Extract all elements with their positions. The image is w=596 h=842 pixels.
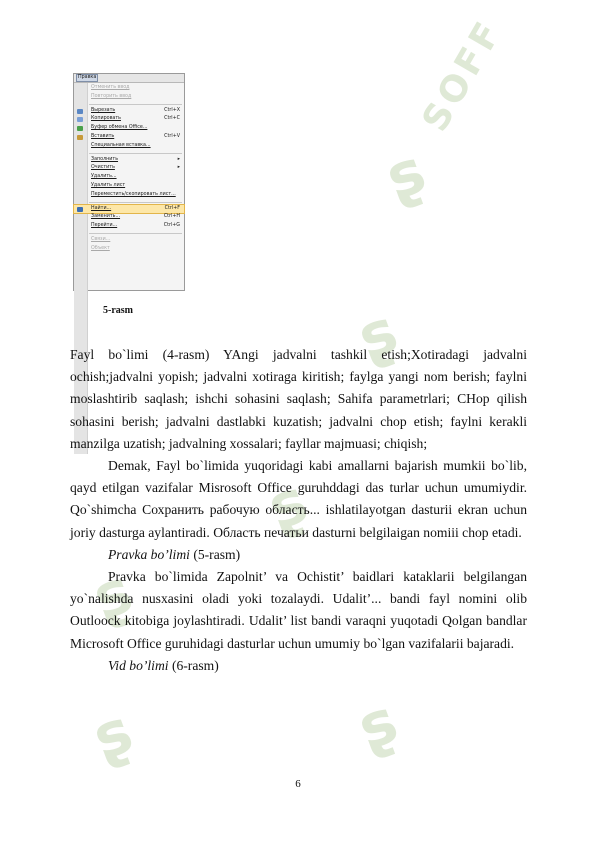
section-heading-title: Vid bo’limi: [108, 657, 169, 673]
watermark-logo-mark: ʂ: [377, 136, 435, 214]
menu-item-label: Вставить: [91, 133, 115, 139]
menu-item-label: Переместить/скопировать лист...: [91, 191, 176, 197]
menu-item: [74, 84, 184, 93]
menu-item: [74, 222, 184, 231]
menu-item-label: Заменить...: [91, 214, 121, 220]
menu-item-icon: [77, 109, 83, 114]
menu-item: [74, 236, 184, 245]
menu-item-shortcut: Ctrl+V: [164, 133, 180, 139]
menu-separator: [89, 233, 182, 234]
section-heading-ref: (5-rasm): [189, 546, 241, 562]
section-heading-title: Pravka bo’limi: [108, 546, 190, 562]
menu-item: [74, 133, 184, 142]
menu-item-shortcut: Ctrl+X: [164, 107, 180, 113]
menu-item-label: Удалить...: [91, 174, 117, 180]
menu-item: [74, 191, 184, 200]
menu-item-label: Перейти...: [91, 223, 118, 229]
paragraph: Fayl bo`limi (4-rasm) YAngi jadvalni tashkil etish;Xotiradagi jadvalni ochish;jadvalni yopish; jadvalni xotiraga kiritish; faylga yangi nom berish; faylni moslashtirib saqlash; ishchi sohasini saqlash; Sahifa parametrlari; CHop qilish sohasini berish; jadvalni dastlabki kuzatish; jadvalni chop etish; faylni kerakli manzilga uzatish; jadvalning xossalari; fayllar majmuasi; chiqish;: [70, 347, 527, 451]
menu-item: [74, 124, 184, 133]
menu-item-label: Найти...: [91, 205, 112, 211]
edit-menu-screenshot: [73, 73, 185, 291]
menu-separator: [89, 202, 182, 203]
figure-caption: 5-rasm: [103, 305, 133, 316]
body-text: [70, 344, 527, 677]
menu-item-label: Буфер обмена Office...: [91, 125, 148, 131]
menu-item: [74, 173, 184, 182]
menu-item-label: Связи...: [91, 236, 111, 242]
menu-item: [74, 164, 184, 173]
watermark-logo-text: SOFF: [414, 12, 512, 139]
menu-title: Правка: [78, 75, 97, 80]
menu-item-icon: [77, 135, 83, 140]
menu-item-shortcut: ▸: [177, 156, 180, 162]
menu-item-label: Очистить: [91, 165, 115, 171]
menu-item-label: Отменить ввод: [91, 85, 130, 90]
menu-separator: [89, 104, 182, 105]
menu-item-label: Удалить лист: [91, 182, 126, 188]
menu-item: [74, 93, 184, 102]
section-heading-ref: (6-rasm): [168, 657, 219, 673]
section-heading: [70, 544, 527, 566]
menu-item-icon: [77, 207, 83, 212]
menu-item-icon: [77, 126, 83, 131]
menu-item-shortcut: Ctrl+F: [164, 205, 180, 211]
menu-item-label: Специальная вставка...: [91, 142, 151, 148]
watermark-logo-mark: ʂ: [349, 296, 407, 374]
menu-item: [74, 142, 184, 151]
menu-items: [74, 83, 184, 254]
menu-separator: [89, 153, 182, 154]
menu-item-shortcut: Ctrl+G: [163, 223, 180, 229]
paragraph: Pravka bo`limida Zapolnit’ va Ochistit’ baidlari kataklarii belgilangan yo`nalishda nusxasini oladi yoki tozalaydi. Udalit’... bandi fayl nomini olib Outloock kitobiga joylashtiradi. Udalit’ list bandi varaqni yuqotadi Qolgan bandlar Microsoft Office guruhidagi dasturlar uchun umumiy bo`lgan vazifalarii bajaradi.: [70, 569, 527, 651]
menu-item-shortcut: ▸: [177, 165, 180, 171]
menu-item-label: Вырезать: [91, 107, 116, 113]
watermark-logo-mark: ʂ: [259, 466, 317, 544]
menu-item: [74, 156, 184, 165]
menu-item-label: Объект: [91, 245, 110, 251]
watermark-logo-mark: ʂ: [84, 696, 142, 774]
paragraph: Demak, Fayl bo`limida yuqoridagi kabi amallarni bajarish mumkii bo`lib, qayd etilgan vazifalar Misrosoft Office guruhddagi das turlar uchun umumiydir. Qo`shimcha Сохранить рабочую область... ishlatilayotgan dasturii ekran uchun joriy dasturga aylantiradi. Область печатьи dasturni belgilaigan nomiii chop etadi.: [70, 458, 527, 540]
menu-item-label: Заполнить: [91, 156, 119, 162]
menu-item: [74, 213, 184, 222]
section-heading: [70, 655, 527, 677]
menu-item: [74, 182, 184, 191]
menu-item-shortcut: Ctrl+C: [164, 116, 180, 122]
menu-item-shortcut: Ctrl+H: [163, 214, 180, 220]
watermark-logo-mark: ʂ: [84, 556, 142, 634]
menu-item-label: Копировать: [91, 116, 121, 122]
menu-item: [74, 107, 184, 116]
menu-header: [74, 74, 184, 83]
menu-item: [74, 245, 184, 254]
watermark-logo-mark: ʂ: [349, 686, 407, 764]
menu-item: [74, 205, 184, 214]
page-number: 6: [295, 778, 301, 790]
menu-item-label: Повторить ввод: [91, 93, 132, 99]
menu-item: [74, 115, 184, 124]
menu-item-icon: [77, 117, 83, 122]
